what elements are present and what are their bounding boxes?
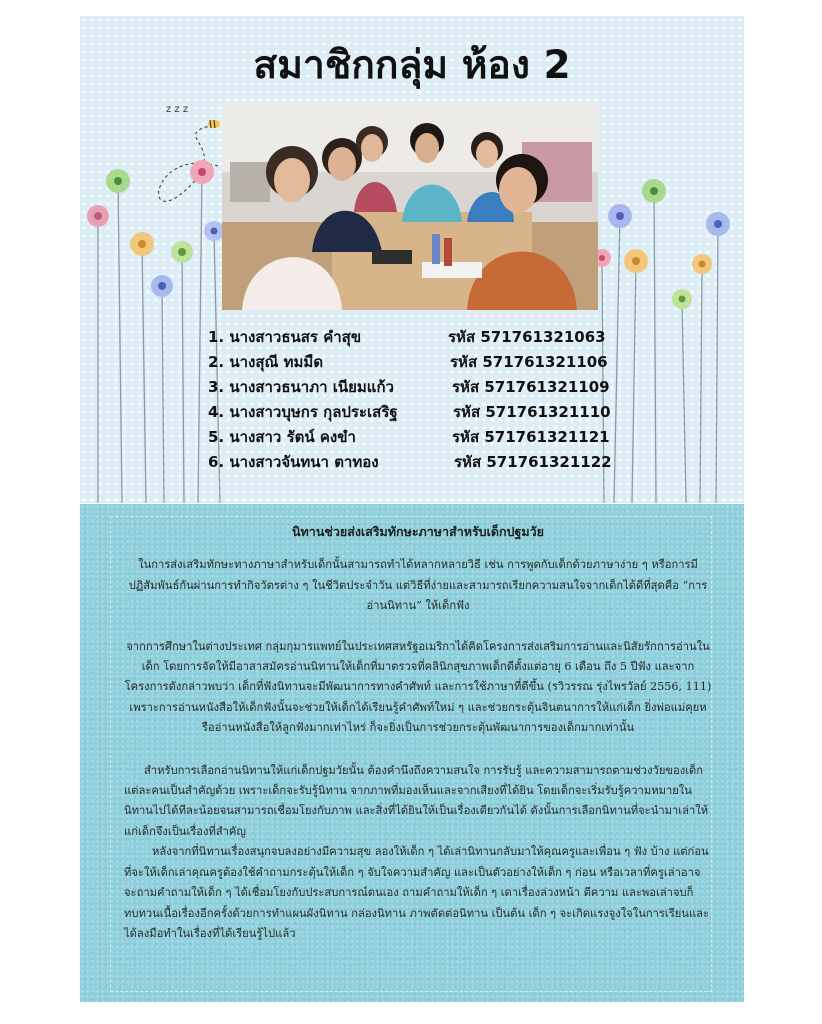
- group-photo: [222, 102, 598, 310]
- member-code: รหัส 571761321110: [453, 403, 611, 421]
- article-paragraph: สำหรับการเลือกอ่านนิทานให้แก่เด็กปฐมวัยนั้น ต้องคำนึงถึงความสนใจ การรับรู้ และความสามารถตามช่วงวัยของเด็กแต่ละคนเป็นสำคัญด้วย เพราะเด็กจะรับรู้นิทาน จากภาพที่มองเห็นและจากเสียงที่ได้ยิน โดยเด็กจะเริ่มรับรู้ความหมายในนิทานไปได้ทีละน้อยจนสามารถเชื่อมโยงกับภาพ และสิ่งที่ได้ยินให้เป็นเรื่องเดียวกันได้ ดังนั้นการเลือกนิทานที่จะนำมาเล่าให้แก่เด็กจึงเป็นเรื่องที่สำคัญ: [124, 763, 709, 838]
- member-list: [208, 325, 618, 475]
- member-code: รหัส 571761321063: [448, 328, 606, 346]
- member-name: 6. นางสาวจันทนา ตาทอง: [208, 453, 379, 471]
- article-paragraph: ในการส่งเสริมทักษะทางภาษาสำหรับเด็กนั้นสามารถทำได้หลากหลายวิธี เช่น การพูดกับเด็กด้วยภาษาง่าย ๆ หรือการมีปฏิสัมพันธ์กันผ่านการทำกิจวัตรต่าง ๆ ในชีวิตประจำวัน แต่วิธีที่ง่ายและสามารถเรียกความสนใจจากเด็กได้ดีที่สุดคือ “การอ่านนิทาน” ให้เด็กฟัง: [128, 558, 708, 613]
- member-name: 5. นางสาว รัตน์ คงขำ: [208, 428, 356, 446]
- member-code: รหัส 571761321121: [452, 428, 610, 446]
- list-item: [208, 375, 618, 400]
- member-name: 3. นางสาวธนาภา เนียมแก้ว: [208, 378, 394, 396]
- member-name: 2. นางสุณี ทมมืด: [208, 353, 324, 371]
- member-code: รหัส 571761321122: [454, 453, 612, 471]
- list-item: [208, 325, 618, 350]
- members-poster: [80, 16, 744, 503]
- article-paragraph: หลังจากที่นิทานเรื่องสนุกจบลงอย่างมีความสุข ลองให้เด็ก ๆ ได้เล่านิทานกลับมาให้คุณครูและเพื่อน ๆ ฟัง บ้าง แต่ก่อนที่จะให้เด็กเล่าคุณครูต้องใช้คำถามกระตุ้นให้เด็ก ๆ จับใจความสำคัญ และเป็นตัวอย่างให้เด็ก ๆ ก่อน หรือเวลาที่ครูเล่าอาจจะถามคำถามให้เด็ก ๆ ได้เชื่อมโยงกับประสบการณ์ตนเอง ถามคำถามให้เด็ก ๆ เดาเรื่องล่วงหน้า ตีความ และพอเล่าจบก็ทบทวนเนื้อเรื่องอีกครั้งด้วยการทำแผนผังนิทาน กล่องนิทาน ภาพตัดต่อนิทาน เป็นต้น เด็ก ๆ จะเกิดแรงจูงใจในการเรียนและได้ลงมือทำในเรื่องที่ได้เรียนรู้ไปแล้ว: [124, 845, 710, 940]
- svg-text:z z z: z z z: [166, 104, 189, 115]
- article-panel: [80, 504, 744, 1002]
- member-name: 1. นางสาวธนสร คำสุข: [208, 328, 362, 346]
- list-item: [208, 400, 618, 425]
- article-title: นิทานช่วยส่งเสริมทักษะภาษาสำหรับเด็กปฐมวัย: [292, 524, 544, 539]
- list-item: [208, 350, 618, 375]
- list-item: [208, 425, 618, 450]
- page-title: สมาชิกกลุ่ม ห้อง 2: [253, 43, 571, 88]
- list-item: [208, 450, 618, 475]
- member-name: 4. นางสาวบุษกร กุลประเสริฐ: [208, 403, 398, 421]
- article: [124, 522, 712, 944]
- article-paragraph: จากการศึกษาในต่างประเทศ กลุ่มกุมารแพทย์ในประเทศสหรัฐอเมริกาได้คิดโครงการส่งเสริมการอ่านและนิสัยรักการอ่านในเด็ก โดยการจัดให้มีอาสาสมัครอ่านนิทานให้เด็กที่มาตรวจที่คลินิกสุขภาพเด็กดีตั้งแต่อายุ 6 เดือน ถึง 5 ปีฟัง และจากโครงการดังกล่าวพบว่า เด็กที่ฟังนิทานจะมีพัฒนาการทางคำศัพท์ และการใช้ภาษาที่ดีขึ้น (รวิวรรณ รุ่งไพรวัลย์ 2556, 111) เพราะการอ่านหนังสือให้เด็กฟังนั้นจะช่วยให้เด็กได้เรียนรู้คำศัพท์ใหม่ ๆ และช่วยกระตุ้นจินตนาการให้แก่เด็ก ยิ่งพ่อแม่คุยหรืออ่านหนังสือให้ลูกฟังมากเท่าไหร่ ก็จะยิ่งเป็นการช่วยกระตุ้นพัฒนาการของเด็กมากเท่านั้น: [124, 639, 712, 735]
- member-code: รหัส 571761321109: [452, 378, 610, 396]
- member-code: รหัส 571761321106: [450, 353, 608, 371]
